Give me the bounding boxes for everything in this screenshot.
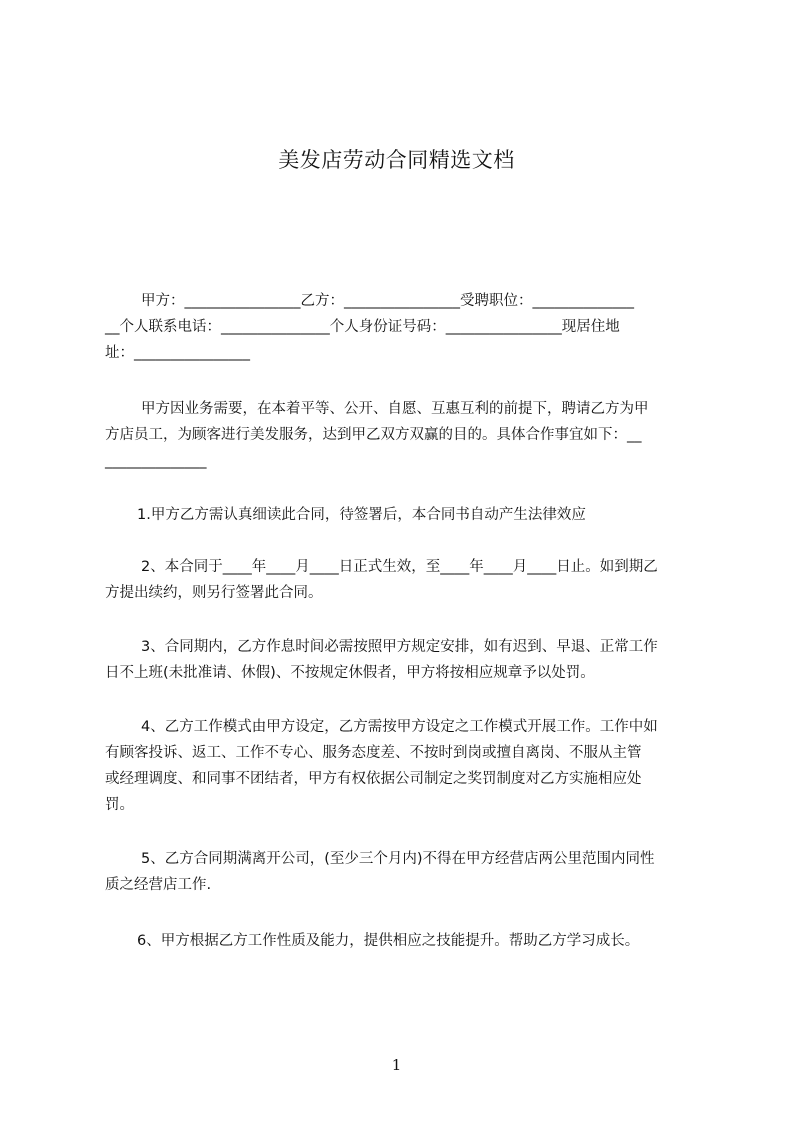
clause-2 [105,554,710,606]
page-number: 1 [391,1056,402,1074]
paragraph-line: 6、甲方根据乙方工作性质及能力，提供相应之技能提升。帮助乙方学习成长。 [137,933,640,949]
paragraph-line: 质之经营店工作. [105,877,212,893]
paragraph-line: 方店员工，为顾客进行美发服务，达到甲乙双方双赢的目的。具体合作事宜如下：__ [105,427,642,443]
parties-section [105,288,710,366]
paragraph-line: 2、本合同于____年____月____日正式生效，至____年____月____日止。如到期乙 [141,559,658,575]
paragraph-line: 5、乙方合同期满离开公司，(至少三个月内)不得在甲方经营店两公里范围内同性 [141,851,655,867]
clause-3 [105,634,710,686]
paragraph-line: 3、合同期内，乙方作息时间必需按照甲方规定安排，如有迟到、早退、正常工作 [141,639,658,655]
paragraph-line: 1.甲方乙方需认真细读此合同，待签署后，本合同书自动产生法律效应 [137,507,586,523]
document-title: 美发店劳动合同精选文档 [278,148,515,172]
clause-4 [105,714,710,818]
paragraph-line: 方提出续约，则另行签署此合同。 [105,585,323,601]
clause-5 [105,846,710,898]
paragraph-line: 4、乙方工作模式由甲方设定，乙方需按甲方设定之工作模式开展工作。工作中如 [141,719,658,735]
parties-line: 址：________________ [105,345,250,361]
paragraph-line: ______________ [105,453,207,469]
clause-6 [105,928,710,954]
paragraph-line: 有顾客投诉、返工、工作不专心、服务态度差、不按时到岗或擅自离岗、不服从主管 [105,745,642,761]
paragraph-line: 罚。 [105,797,134,813]
parties-line: 甲方：________________乙方：________________受聘职位：______________ [141,293,634,309]
clause-1 [105,502,710,528]
parties-line: __个人联系电话：_______________个人身份证号码：________________现居住地 [105,319,620,335]
intro-paragraph [105,396,710,474]
paragraph-line: 日不上班(未批准请、休假)、不按规定休假者，甲方将按相应规章予以处罚。 [105,665,595,681]
paragraph-line: 或经理调度、和同事不团结者，甲方有权依据公司制定之奖罚制度对乙方实施相应处 [105,771,642,787]
paragraph-line: 甲方因业务需要，在本着平等、公开、自愿、互惠互利的前提下，聘请乙方为甲 [141,401,649,417]
